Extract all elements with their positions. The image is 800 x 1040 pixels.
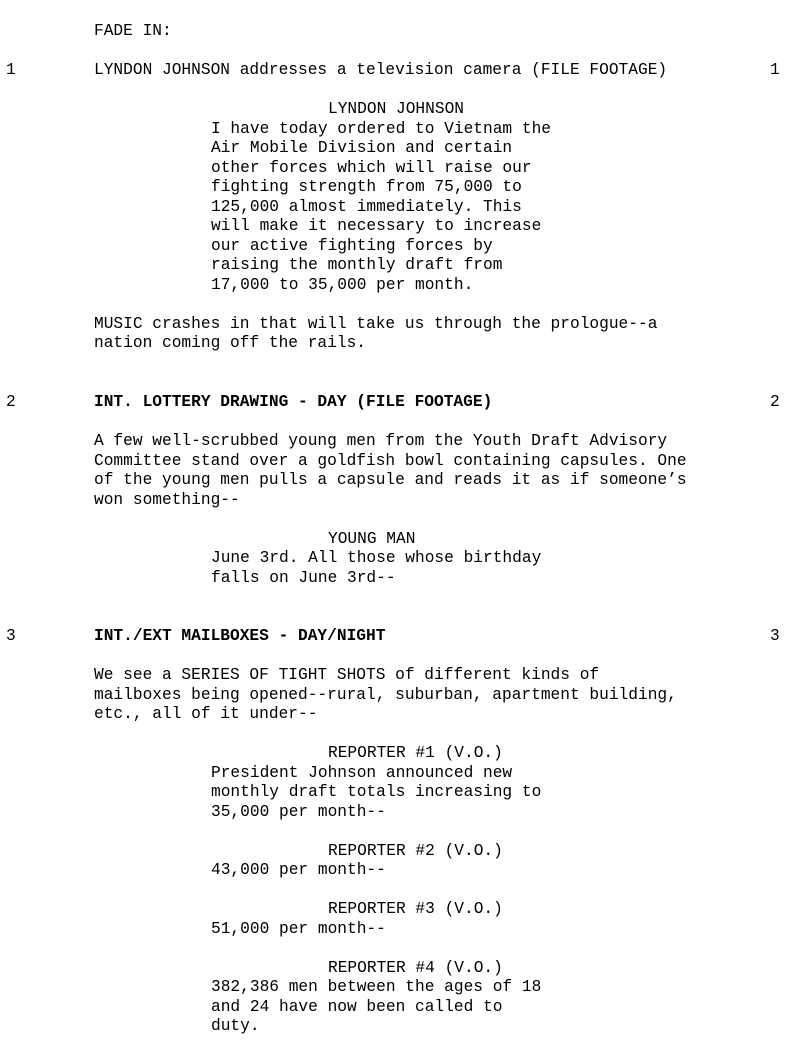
action-line: Committee stand over a goldfish bowl containing capsules. One xyxy=(94,451,687,470)
action-line: A few well-scrubbed young men from the Youth Draft Advisory xyxy=(94,432,668,450)
character-name: LYNDON JOHNSON xyxy=(328,100,464,118)
dialogue-line: falls on June 3rd-- xyxy=(211,568,396,587)
dialogue-line: other forces which will raise our xyxy=(211,158,532,177)
dialogue-line: fighting strength from 75,000 to xyxy=(211,178,522,196)
transition: FADE IN: xyxy=(94,22,172,40)
action-line: We see a SERIES OF TIGHT SHOTS of different kinds of xyxy=(94,666,600,684)
dialogue-line: raising the monthly draft from xyxy=(211,256,503,274)
dialogue-line: monthly draft totals increasing to xyxy=(211,783,542,801)
action-line: etc., all of it under-- xyxy=(94,705,318,723)
dialogue-line: and 24 have now been called to xyxy=(211,997,503,1016)
character-name: YOUNG MAN xyxy=(328,529,416,548)
dialogue-line: 17,000 to 35,000 per month. xyxy=(211,275,474,294)
scene-number-left: 1 xyxy=(6,61,16,79)
dialogue-line: 51,000 per month-- xyxy=(211,919,386,938)
scene-number-left: 2 xyxy=(6,393,16,411)
dialogue-line: 382,386 men between the ages of 18 xyxy=(211,978,542,996)
scene-heading: INT. LOTTERY DRAWING - DAY (FILE FOOTAGE) xyxy=(94,393,493,411)
action-line: MUSIC crashes in that will take us through the prologue--a xyxy=(94,314,658,333)
scene-heading: LYNDON JOHNSON addresses a television camera (FILE FOOTAGE) xyxy=(94,61,668,79)
scene-number-left: 3 xyxy=(6,627,16,645)
action-line: won something-- xyxy=(94,490,240,509)
dialogue-line: will make it necessary to increase xyxy=(211,217,542,235)
dialogue-line: I have today ordered to Vietnam the xyxy=(211,119,551,138)
character-name: REPORTER #4 (V.O.) xyxy=(328,958,503,977)
scene-number-right: 3 xyxy=(770,627,780,645)
action-line: nation coming off the rails. xyxy=(94,334,366,352)
dialogue-line: President Johnson announced new xyxy=(211,763,513,782)
action-line: mailboxes being opened--rural, suburban, apartment building, xyxy=(94,685,677,704)
dialogue-line: duty. xyxy=(211,1017,260,1035)
dialogue-line: our active fighting forces by xyxy=(211,236,493,255)
character-name: REPORTER #3 (V.O.) xyxy=(328,900,503,918)
character-name: REPORTER #2 (V.O.) xyxy=(328,841,503,860)
scene-number-right: 1 xyxy=(770,61,780,79)
dialogue-line: Air Mobile Division and certain xyxy=(211,139,513,157)
dialogue-line: 43,000 per month-- xyxy=(211,861,386,879)
dialogue-line: June 3rd. All those whose birthday xyxy=(211,549,542,567)
scene-heading: INT./EXT MAILBOXES - DAY/NIGHT xyxy=(94,627,386,645)
scene-number-right: 2 xyxy=(770,393,780,411)
character-name: REPORTER #1 (V.O.) xyxy=(328,744,503,762)
dialogue-line: 35,000 per month-- xyxy=(211,802,386,821)
action-line: of the young men pulls a capsule and reads it as if someone’s xyxy=(94,471,687,489)
dialogue-line: 125,000 almost immediately. This xyxy=(211,197,522,216)
